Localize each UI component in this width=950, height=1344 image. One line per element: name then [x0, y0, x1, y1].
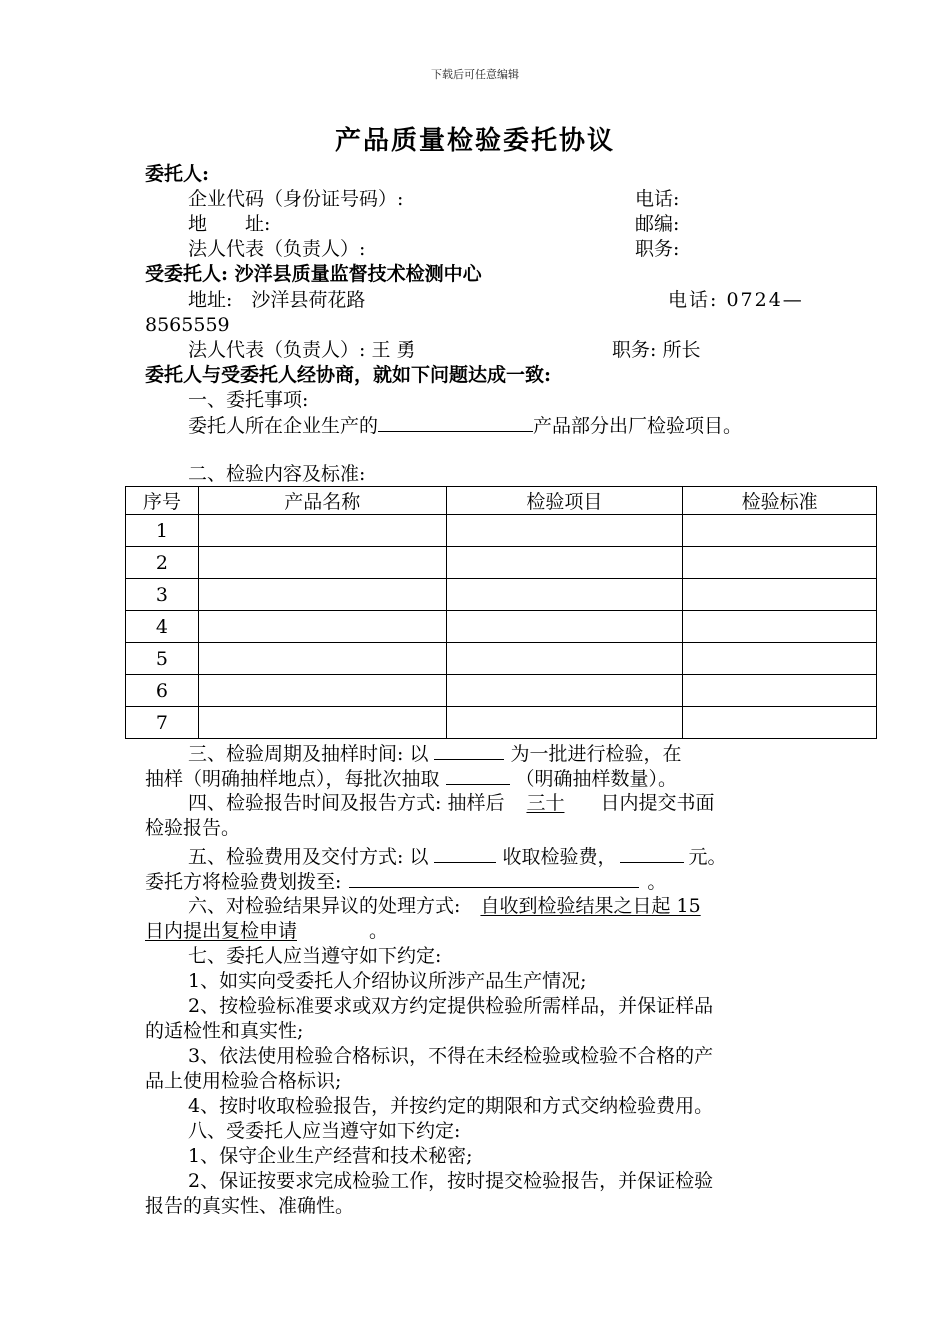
- section8-item2a: 2、保证按要求完成检验工作，按时提交检验报告，并保证检验: [188, 1170, 714, 1192]
- client-position-label: 职务:: [635, 238, 680, 260]
- item-cell[interactable]: [446, 547, 683, 579]
- fee-basis-blank[interactable]: [434, 844, 496, 863]
- section7-item3b: 品上使用检验合格标识;: [145, 1070, 342, 1092]
- section7-heading: 七、委托人应当遵守如下约定:: [188, 945, 442, 967]
- section8-item1: 1、保守企业生产经营和技术秘密;: [188, 1145, 473, 1167]
- header-note: 下载后可任意编辑: [431, 68, 519, 81]
- section3-c: 抽样（明确抽样地点），每批次抽取: [145, 768, 440, 790]
- section2-heading: 二、检验内容及标准:: [188, 463, 366, 485]
- section5-a: 五、检验费用及交付方式: 以: [188, 846, 429, 868]
- sample-quantity-blank[interactable]: [446, 766, 510, 785]
- col-header-standard: 检验标准: [683, 487, 877, 515]
- row-index: 5: [126, 643, 199, 675]
- section1-heading: 一、委托事项:: [188, 389, 309, 411]
- standard-cell[interactable]: [683, 643, 877, 675]
- row-index: 1: [126, 515, 199, 547]
- product-cell[interactable]: [198, 611, 446, 643]
- section4-line1: [188, 791, 714, 815]
- section6-a: 六、对检验结果异议的处理方式:: [188, 895, 461, 917]
- product-cell[interactable]: [198, 643, 446, 675]
- section3-line1: [188, 741, 681, 766]
- client-code-label: 企业代码（身份证号码）:: [188, 188, 404, 210]
- section8-heading: 八、受委托人应当遵守如下约定:: [188, 1120, 461, 1142]
- fee-amount-blank[interactable]: [620, 844, 684, 863]
- section7-item2a: 2、按检验标准要求或双方约定提供检验所需样品，并保证样品: [188, 995, 714, 1017]
- standard-cell[interactable]: [683, 675, 877, 707]
- section7-item1: 1、如实向受委托人介绍协议所涉产品生产情况;: [188, 970, 587, 992]
- agent-phone-cont: 8565559: [145, 314, 230, 336]
- row-index: 4: [126, 611, 199, 643]
- objection-value-a[interactable]: 自收到检验结果之日起 15: [480, 895, 701, 917]
- section1-text-a: 委托人所在企业生产的: [188, 415, 379, 437]
- table-header-row: [126, 487, 877, 515]
- client-address-label: 地 址:: [188, 213, 271, 235]
- item-cell[interactable]: [446, 707, 683, 739]
- agent-heading: 受委托人: 沙洋县质量监督技术检测中心: [145, 263, 482, 285]
- item-cell[interactable]: [446, 611, 683, 643]
- section5-d: 委托方将检验费划拨至:: [145, 871, 342, 893]
- inspection-table: [125, 486, 877, 739]
- standard-cell[interactable]: [683, 515, 877, 547]
- report-days-value[interactable]: 三十: [526, 792, 565, 814]
- table-row: [126, 675, 877, 707]
- col-header-index: 序号: [126, 487, 199, 515]
- standard-cell[interactable]: [683, 547, 877, 579]
- section5-line2: [145, 869, 666, 894]
- col-header-product: 产品名称: [198, 487, 446, 515]
- table-row: [126, 547, 877, 579]
- agent-rep: 法人代表（负责人）: 王 勇: [188, 339, 416, 361]
- table-row: [126, 643, 877, 675]
- section5-c: 元。: [688, 846, 727, 868]
- section4-line2: 检验报告。: [145, 817, 241, 839]
- client-postcode-label: 邮编:: [635, 213, 680, 235]
- product-cell[interactable]: [198, 515, 446, 547]
- row-index: 6: [126, 675, 199, 707]
- row-index: 7: [126, 707, 199, 739]
- section1-text-b: 产品部分出厂检验项目。: [533, 415, 743, 437]
- table-row: [126, 707, 877, 739]
- section6-end: 。: [369, 920, 389, 942]
- section6-line2: [145, 919, 388, 943]
- section7-item4: 4、按时收取检验报告，并按约定的期限和方式交纳检验费用。: [188, 1095, 714, 1117]
- table-row: [126, 515, 877, 547]
- section5-b: 收取检验费，: [502, 846, 617, 868]
- section1-text: [188, 413, 742, 438]
- item-cell[interactable]: [446, 643, 683, 675]
- product-blank[interactable]: [378, 413, 533, 432]
- standard-cell[interactable]: [683, 611, 877, 643]
- row-index: 3: [126, 579, 199, 611]
- section6-line1: [188, 894, 701, 918]
- objection-value-b[interactable]: 日内提出复检申请: [145, 920, 298, 942]
- document-title: 产品质量检验委托协议: [334, 126, 615, 156]
- section7-item2b: 的适检性和真实性;: [145, 1020, 304, 1042]
- section5-e: 。: [647, 871, 667, 893]
- col-header-item: 检验项目: [446, 487, 683, 515]
- section5-line1: [188, 844, 726, 869]
- section7-item3a: 3、依法使用检验合格标识，不得在未经检验或检验不合格的产: [188, 1045, 714, 1067]
- product-cell[interactable]: [198, 675, 446, 707]
- section3-a: 三、检验周期及抽样时间: 以: [188, 743, 429, 765]
- section3-d: （明确抽样数量）。: [515, 768, 678, 790]
- consensus-heading: 委托人与受委托人经协商，就如下问题达成一致:: [145, 364, 552, 386]
- client-heading: 委托人:: [145, 163, 210, 185]
- row-index: 2: [126, 547, 199, 579]
- table-row: [126, 611, 877, 643]
- section3-b: 为一批进行检验，在: [510, 743, 682, 765]
- client-rep-label: 法人代表（负责人）:: [188, 238, 366, 260]
- section8-item2b: 报告的真实性、准确性。: [145, 1195, 355, 1217]
- agent-address: 地址: 沙洋县荷花路: [188, 289, 366, 311]
- account-blank[interactable]: [349, 869, 639, 888]
- standard-cell[interactable]: [683, 579, 877, 611]
- item-cell[interactable]: [446, 579, 683, 611]
- batch-blank[interactable]: [434, 741, 504, 760]
- table-row: [126, 579, 877, 611]
- agent-phone: 电话: 0724—: [668, 289, 804, 311]
- item-cell[interactable]: [446, 675, 683, 707]
- section4-a: 四、检验报告时间及报告方式: 抽样后: [188, 792, 505, 814]
- client-phone-label: 电话:: [635, 188, 680, 210]
- item-cell[interactable]: [446, 515, 683, 547]
- section3-line2: [145, 766, 677, 791]
- section4-b: 日内提交书面: [600, 792, 715, 814]
- standard-cell[interactable]: [683, 707, 877, 739]
- product-cell[interactable]: [198, 707, 446, 739]
- product-cell[interactable]: [198, 547, 446, 579]
- product-cell[interactable]: [198, 579, 446, 611]
- agent-position: 职务: 所长: [612, 339, 701, 361]
